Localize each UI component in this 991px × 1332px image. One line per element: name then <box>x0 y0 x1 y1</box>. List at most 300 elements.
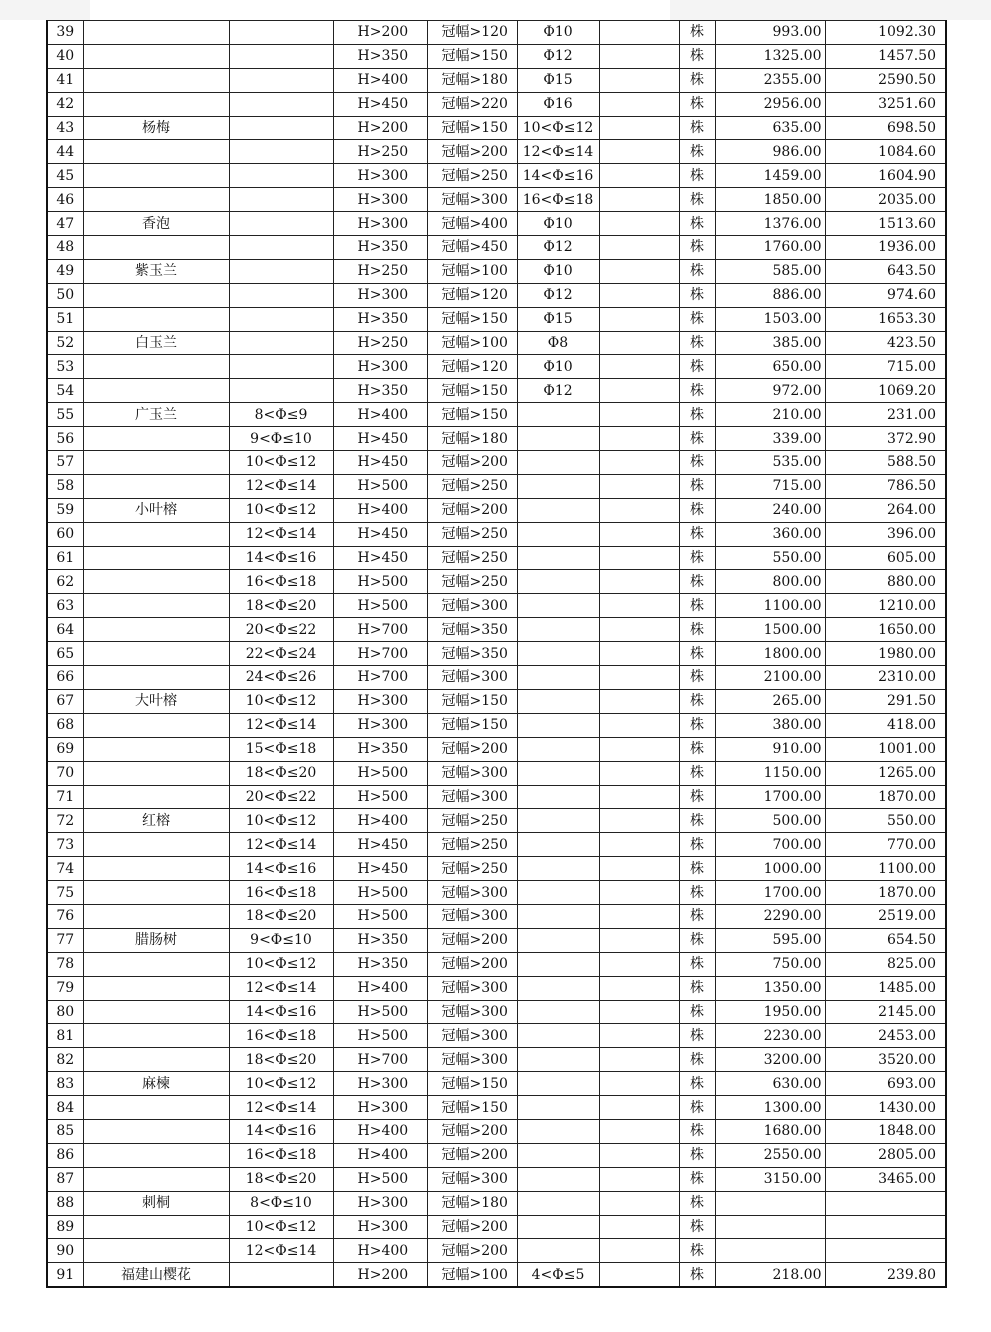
trunk-diameter: 16<Φ≤18 <box>229 570 333 594</box>
diameter-spec: Φ16 <box>517 92 599 116</box>
price-2: 1870.00 <box>825 785 946 809</box>
height-spec: H>450 <box>333 427 427 451</box>
price-1: 1760.00 <box>715 236 825 260</box>
price-2: 693.00 <box>825 1072 946 1096</box>
height-spec: H>350 <box>333 307 427 331</box>
trunk-diameter: 10<Φ≤12 <box>229 498 333 522</box>
unit: 株 <box>679 1191 715 1215</box>
unit: 株 <box>679 1215 715 1239</box>
trunk-diameter: 24<Φ≤26 <box>229 666 333 690</box>
trunk-diameter <box>229 164 333 188</box>
price-2: 2453.00 <box>825 1024 946 1048</box>
table-row <box>47 21 946 45</box>
unit: 株 <box>679 212 715 236</box>
diameter-spec <box>517 403 599 427</box>
trunk-diameter <box>229 92 333 116</box>
row-number: 73 <box>47 833 83 857</box>
unit: 株 <box>679 761 715 785</box>
price-1: 218.00 <box>715 1263 825 1287</box>
price-2: 418.00 <box>825 713 946 737</box>
height-spec: H>300 <box>333 1072 427 1096</box>
plant-name <box>83 904 229 928</box>
blank-cell <box>599 761 679 785</box>
row-number: 58 <box>47 474 83 498</box>
price-1: 500.00 <box>715 809 825 833</box>
diameter-spec: Φ12 <box>517 283 599 307</box>
diameter-spec <box>517 713 599 737</box>
crown-spec: 冠幅>200 <box>427 952 517 976</box>
height-spec: H>500 <box>333 785 427 809</box>
blank-cell <box>599 44 679 68</box>
price-1 <box>715 1215 825 1239</box>
unit: 株 <box>679 904 715 928</box>
height-spec: H>500 <box>333 570 427 594</box>
price-1: 715.00 <box>715 474 825 498</box>
unit: 株 <box>679 427 715 451</box>
plant-name <box>83 881 229 905</box>
crown-spec: 冠幅>200 <box>427 928 517 952</box>
blank-cell <box>599 1143 679 1167</box>
table-row <box>47 737 946 761</box>
height-spec: H>450 <box>333 522 427 546</box>
trunk-diameter: 14<Φ≤16 <box>229 1000 333 1024</box>
trunk-diameter: 16<Φ≤18 <box>229 881 333 905</box>
diameter-spec <box>517 546 599 570</box>
trunk-diameter <box>229 212 333 236</box>
price-1 <box>715 1191 825 1215</box>
price-2: 1069.20 <box>825 379 946 403</box>
crown-spec: 冠幅>200 <box>427 1119 517 1143</box>
table-row <box>47 283 946 307</box>
row-number: 79 <box>47 976 83 1000</box>
crown-spec: 冠幅>250 <box>427 809 517 833</box>
plant-name: 刺桐 <box>83 1191 229 1215</box>
price-2: 715.00 <box>825 355 946 379</box>
crown-spec: 冠幅>250 <box>427 522 517 546</box>
price-1: 2956.00 <box>715 92 825 116</box>
price-2: 1936.00 <box>825 236 946 260</box>
price-1: 3200.00 <box>715 1048 825 1072</box>
plant-name: 白玉兰 <box>83 331 229 355</box>
price-1: 800.00 <box>715 570 825 594</box>
height-spec: H>450 <box>333 451 427 475</box>
blank-cell <box>599 92 679 116</box>
price-2: 1485.00 <box>825 976 946 1000</box>
height-spec: H>450 <box>333 546 427 570</box>
trunk-diameter: 18<Φ≤20 <box>229 594 333 618</box>
row-number: 53 <box>47 355 83 379</box>
unit: 株 <box>679 1072 715 1096</box>
row-number: 51 <box>47 307 83 331</box>
height-spec: H>250 <box>333 140 427 164</box>
unit: 株 <box>679 1024 715 1048</box>
crown-spec: 冠幅>300 <box>427 666 517 690</box>
table-row <box>47 474 946 498</box>
table-row <box>47 1024 946 1048</box>
price-2 <box>825 1215 946 1239</box>
blank-cell <box>599 713 679 737</box>
price-2: 974.60 <box>825 283 946 307</box>
row-number: 52 <box>47 331 83 355</box>
row-number: 47 <box>47 212 83 236</box>
height-spec: H>400 <box>333 809 427 833</box>
blank-cell <box>599 1072 679 1096</box>
price-2: 1457.50 <box>825 44 946 68</box>
price-1: 700.00 <box>715 833 825 857</box>
plant-name <box>83 1167 229 1191</box>
row-number: 65 <box>47 642 83 666</box>
diameter-spec <box>517 1119 599 1143</box>
trunk-diameter: 16<Φ≤18 <box>229 1024 333 1048</box>
trunk-diameter: 10<Φ≤12 <box>229 1215 333 1239</box>
table-row <box>47 976 946 1000</box>
trunk-diameter: 16<Φ≤18 <box>229 1143 333 1167</box>
unit: 株 <box>679 1000 715 1024</box>
trunk-diameter: 12<Φ≤14 <box>229 1239 333 1263</box>
height-spec: H>500 <box>333 474 427 498</box>
blank-cell <box>599 283 679 307</box>
row-number: 83 <box>47 1072 83 1096</box>
row-number: 75 <box>47 881 83 905</box>
price-2: 1092.30 <box>825 21 946 45</box>
trunk-diameter: 12<Φ≤14 <box>229 833 333 857</box>
diameter-spec: Φ10 <box>517 259 599 283</box>
diameter-spec <box>517 689 599 713</box>
unit: 株 <box>679 689 715 713</box>
table-row <box>47 1263 946 1287</box>
blank-cell <box>599 355 679 379</box>
height-spec: H>500 <box>333 1167 427 1191</box>
table-body <box>47 21 946 1288</box>
row-number: 50 <box>47 283 83 307</box>
unit: 株 <box>679 737 715 761</box>
price-2: 825.00 <box>825 952 946 976</box>
height-spec: H>500 <box>333 1000 427 1024</box>
unit: 株 <box>679 1096 715 1120</box>
crown-spec: 冠幅>300 <box>427 188 517 212</box>
crown-spec: 冠幅>120 <box>427 355 517 379</box>
blank-cell <box>599 904 679 928</box>
price-1: 2355.00 <box>715 68 825 92</box>
blank-cell <box>599 1239 679 1263</box>
crown-spec: 冠幅>300 <box>427 1000 517 1024</box>
price-1: 535.00 <box>715 451 825 475</box>
crown-spec: 冠幅>150 <box>427 713 517 737</box>
blank-cell <box>599 188 679 212</box>
height-spec: H>200 <box>333 1263 427 1287</box>
blank-cell <box>599 236 679 260</box>
plant-name <box>83 1048 229 1072</box>
plant-name <box>83 188 229 212</box>
row-number: 60 <box>47 522 83 546</box>
unit: 株 <box>679 236 715 260</box>
plant-name <box>83 283 229 307</box>
price-1: 650.00 <box>715 355 825 379</box>
diameter-spec: 4<Φ≤5 <box>517 1263 599 1287</box>
price-2 <box>825 1239 946 1263</box>
price-2: 423.50 <box>825 331 946 355</box>
trunk-diameter: 9<Φ≤10 <box>229 427 333 451</box>
plant-name <box>83 44 229 68</box>
crown-spec: 冠幅>150 <box>427 44 517 68</box>
crown-spec: 冠幅>150 <box>427 1072 517 1096</box>
price-2: 1210.00 <box>825 594 946 618</box>
price-2: 588.50 <box>825 451 946 475</box>
height-spec: H>350 <box>333 952 427 976</box>
row-number: 85 <box>47 1119 83 1143</box>
diameter-spec: Φ10 <box>517 21 599 45</box>
plant-name: 香泡 <box>83 212 229 236</box>
height-spec: H>350 <box>333 236 427 260</box>
trunk-diameter: 8<Φ≤9 <box>229 403 333 427</box>
height-spec: H>400 <box>333 403 427 427</box>
crown-spec: 冠幅>300 <box>427 1167 517 1191</box>
price-1: 265.00 <box>715 689 825 713</box>
page-top-edge <box>0 0 991 20</box>
crown-spec: 冠幅>120 <box>427 21 517 45</box>
trunk-diameter: 12<Φ≤14 <box>229 474 333 498</box>
price-1: 993.00 <box>715 21 825 45</box>
diameter-spec <box>517 1215 599 1239</box>
height-spec: H>700 <box>333 1048 427 1072</box>
blank-cell <box>599 68 679 92</box>
diameter-spec <box>517 976 599 1000</box>
plant-name <box>83 833 229 857</box>
row-number: 41 <box>47 68 83 92</box>
price-2: 1100.00 <box>825 857 946 881</box>
diameter-spec: Φ12 <box>517 379 599 403</box>
diameter-spec: 10<Φ≤12 <box>517 116 599 140</box>
row-number: 72 <box>47 809 83 833</box>
blank-cell <box>599 164 679 188</box>
table-row <box>47 379 946 403</box>
blank-cell <box>599 809 679 833</box>
plant-name <box>83 164 229 188</box>
unit: 株 <box>679 785 715 809</box>
price-1: 1100.00 <box>715 594 825 618</box>
row-number: 61 <box>47 546 83 570</box>
price-1: 380.00 <box>715 713 825 737</box>
height-spec: H>500 <box>333 761 427 785</box>
table-row <box>47 1048 946 1072</box>
height-spec: H>700 <box>333 642 427 666</box>
unit: 株 <box>679 1048 715 1072</box>
trunk-diameter: 12<Φ≤14 <box>229 713 333 737</box>
diameter-spec: Φ8 <box>517 331 599 355</box>
diameter-spec <box>517 1167 599 1191</box>
blank-cell <box>599 857 679 881</box>
plant-name: 小叶榕 <box>83 498 229 522</box>
price-1: 385.00 <box>715 331 825 355</box>
blank-cell <box>599 451 679 475</box>
crown-spec: 冠幅>100 <box>427 331 517 355</box>
plant-name <box>83 761 229 785</box>
crown-spec: 冠幅>350 <box>427 642 517 666</box>
row-number: 87 <box>47 1167 83 1191</box>
blank-cell <box>599 737 679 761</box>
price-1: 240.00 <box>715 498 825 522</box>
diameter-spec <box>517 785 599 809</box>
diameter-spec <box>517 1239 599 1263</box>
crown-spec: 冠幅>200 <box>427 1215 517 1239</box>
crown-spec: 冠幅>300 <box>427 785 517 809</box>
row-number: 43 <box>47 116 83 140</box>
crown-spec: 冠幅>400 <box>427 212 517 236</box>
blank-cell <box>599 666 679 690</box>
plant-name <box>83 307 229 331</box>
unit: 株 <box>679 881 715 905</box>
unit: 株 <box>679 307 715 331</box>
plant-name: 广玉兰 <box>83 403 229 427</box>
row-number: 57 <box>47 451 83 475</box>
price-2: 1870.00 <box>825 881 946 905</box>
table-row <box>47 259 946 283</box>
plant-name <box>83 1143 229 1167</box>
price-2: 880.00 <box>825 570 946 594</box>
price-1: 1000.00 <box>715 857 825 881</box>
price-2: 1653.30 <box>825 307 946 331</box>
trunk-diameter: 12<Φ≤14 <box>229 976 333 1000</box>
price-1: 1150.00 <box>715 761 825 785</box>
diameter-spec: Φ15 <box>517 307 599 331</box>
table-row <box>47 618 946 642</box>
trunk-diameter: 10<Φ≤12 <box>229 451 333 475</box>
trunk-diameter: 8<Φ≤10 <box>229 1191 333 1215</box>
table-row <box>47 713 946 737</box>
price-2: 1650.00 <box>825 618 946 642</box>
height-spec: H>300 <box>333 1191 427 1215</box>
row-number: 82 <box>47 1048 83 1072</box>
diameter-spec <box>517 1072 599 1096</box>
crown-spec: 冠幅>180 <box>427 1191 517 1215</box>
row-number: 76 <box>47 904 83 928</box>
unit: 株 <box>679 451 715 475</box>
price-2: 643.50 <box>825 259 946 283</box>
unit: 株 <box>679 116 715 140</box>
price-1: 550.00 <box>715 546 825 570</box>
plant-name <box>83 355 229 379</box>
trunk-diameter <box>229 140 333 164</box>
trunk-diameter <box>229 188 333 212</box>
blank-cell <box>599 403 679 427</box>
price-2: 1265.00 <box>825 761 946 785</box>
trunk-diameter <box>229 116 333 140</box>
trunk-diameter: 20<Φ≤22 <box>229 618 333 642</box>
blank-cell <box>599 1096 679 1120</box>
table-row <box>47 1143 946 1167</box>
trunk-diameter: 10<Φ≤12 <box>229 809 333 833</box>
blank-cell <box>599 952 679 976</box>
row-number: 77 <box>47 928 83 952</box>
price-2: 2519.00 <box>825 904 946 928</box>
blank-cell <box>599 928 679 952</box>
diameter-spec <box>517 1143 599 1167</box>
plant-name <box>83 92 229 116</box>
row-number: 44 <box>47 140 83 164</box>
price-2: 698.50 <box>825 116 946 140</box>
unit: 株 <box>679 474 715 498</box>
plant-name <box>83 618 229 642</box>
trunk-diameter: 18<Φ≤20 <box>229 904 333 928</box>
blank-cell <box>599 1167 679 1191</box>
trunk-diameter <box>229 44 333 68</box>
plant-name <box>83 713 229 737</box>
price-1: 1700.00 <box>715 785 825 809</box>
table-row <box>47 570 946 594</box>
plant-name <box>83 976 229 1000</box>
blank-cell <box>599 546 679 570</box>
plant-name <box>83 737 229 761</box>
table-row <box>47 761 946 785</box>
blank-cell <box>599 474 679 498</box>
row-number: 67 <box>47 689 83 713</box>
unit: 株 <box>679 570 715 594</box>
blank-cell <box>599 594 679 618</box>
plant-name <box>83 1215 229 1239</box>
price-1: 2550.00 <box>715 1143 825 1167</box>
table-row <box>47 522 946 546</box>
table-row <box>47 92 946 116</box>
trunk-diameter <box>229 307 333 331</box>
row-number: 48 <box>47 236 83 260</box>
row-number: 62 <box>47 570 83 594</box>
crown-spec: 冠幅>220 <box>427 92 517 116</box>
blank-cell <box>599 140 679 164</box>
price-2: 2310.00 <box>825 666 946 690</box>
plant-name <box>83 68 229 92</box>
unit: 株 <box>679 833 715 857</box>
blank-cell <box>599 1000 679 1024</box>
table-row <box>47 546 946 570</box>
plant-name <box>83 140 229 164</box>
diameter-spec <box>517 1024 599 1048</box>
blank-cell <box>599 307 679 331</box>
plant-name <box>83 21 229 45</box>
height-spec: H>700 <box>333 666 427 690</box>
unit: 株 <box>679 1239 715 1263</box>
row-number: 81 <box>47 1024 83 1048</box>
table-row <box>47 1119 946 1143</box>
row-number: 91 <box>47 1263 83 1287</box>
crown-spec: 冠幅>450 <box>427 236 517 260</box>
table-row <box>47 642 946 666</box>
blank-cell <box>599 259 679 283</box>
table-row <box>47 164 946 188</box>
trunk-diameter <box>229 355 333 379</box>
unit: 株 <box>679 713 715 737</box>
price-1: 1300.00 <box>715 1096 825 1120</box>
blank-cell <box>599 1048 679 1072</box>
unit: 株 <box>679 1263 715 1287</box>
diameter-spec <box>517 857 599 881</box>
price-1: 1500.00 <box>715 618 825 642</box>
diameter-spec <box>517 809 599 833</box>
height-spec: H>400 <box>333 976 427 1000</box>
table-row <box>47 1167 946 1191</box>
price-2: 264.00 <box>825 498 946 522</box>
unit: 株 <box>679 618 715 642</box>
table-row <box>47 307 946 331</box>
crown-spec: 冠幅>150 <box>427 379 517 403</box>
unit: 株 <box>679 928 715 952</box>
blank-cell <box>599 212 679 236</box>
plant-name <box>83 427 229 451</box>
price-2: 2035.00 <box>825 188 946 212</box>
unit: 株 <box>679 283 715 307</box>
row-number: 71 <box>47 785 83 809</box>
crown-spec: 冠幅>250 <box>427 833 517 857</box>
unit: 株 <box>679 44 715 68</box>
